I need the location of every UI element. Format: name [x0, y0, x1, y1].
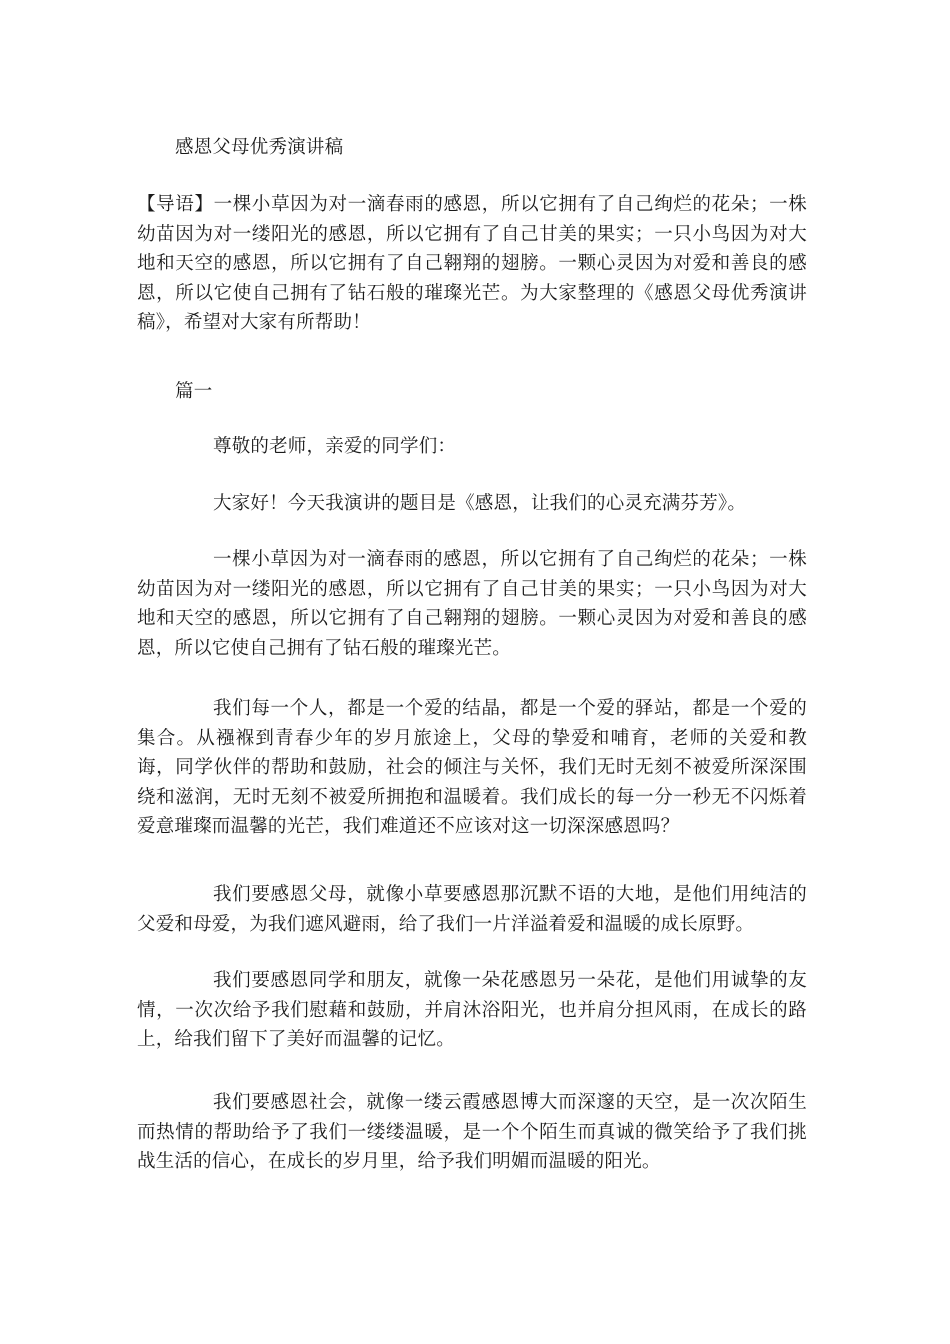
body-paragraph: 我们每一个人，都是一个爱的结晶，都是一个爱的驿站，都是一个爱的集合。从襁褓到青春少年的岁月旅途上，父母的挚爱和哺育，老师的关爱和教诲，同学伙伴的帮助和鼓励，社会的倾注与关怀，我们无时无刻不被爱所深深围绕和滋润，无时无刻不被爱所拥抱和温暖着。我们成长的每一分一秒无不闪烁着爱意璀璨而温馨的光芒，我们难道还不应该对这一切深深感恩吗？ [137, 698, 807, 837]
intro-paragraph: 【导语】一棵小草因为对一滴春雨的感恩，所以它拥有了自己绚烂的花朵；一株幼苗因为对一缕阳光的感恩，所以它拥有了自己甘美的果实；一只小鸟因为对大地和天空的感恩，所以它拥有了自己翱翔的翅膀。一颗心灵因为对爱和善良的感恩，所以它使自己拥有了钻石般的璀璨光芒。为大家整理的《感恩父母优秀演讲稿》，希望对大家有所帮助！ [137, 194, 807, 333]
salutation-paragraph: 尊敬的老师，亲爱的同学们： [213, 436, 457, 457]
body-paragraph: 我们要感恩父母，就像小草要感恩那沉默不语的大地，是他们用纯洁的父爱和母爱，为我们遮风避雨，给了我们一片洋溢着爱和温暖的成长原野。 [137, 884, 807, 935]
document-title: 感恩父母优秀演讲稿 [175, 137, 344, 158]
body-paragraph: 一棵小草因为对一滴春雨的感恩，所以它拥有了自己绚烂的花朵；一株幼苗因为对一缕阳光的感恩，所以它拥有了自己甘美的果实；一只小鸟因为对大地和天空的感恩，所以它拥有了自己翱翔的翅膀。一颗心灵因为对爱和善良的感恩，所以它使自己拥有了钻石般的璀璨光芒。 [137, 549, 807, 659]
greeting-paragraph: 大家好！今天我演讲的题目是《感恩，让我们的心灵充满芬芳》。 [213, 493, 747, 514]
body-paragraph: 我们要感恩社会，就像一缕云霞感恩博大而深邃的天空，是一次次陌生而热情的帮助给予了我们一缕缕温暖，是一个个陌生而真诚的微笑给予了我们挑战生活的信心，在成长的岁月里，给予我们明媚而温暖的阳光。 [137, 1092, 807, 1172]
section-heading: 篇一 [175, 381, 213, 402]
body-paragraph: 我们要感恩同学和朋友，就像一朵花感恩另一朵花，是他们用诚挚的友情，一次次给予我们慰藉和鼓励，并肩沐浴阳光，也并肩分担风雨，在成长的路上，给我们留下了美好而温馨的记忆。 [137, 970, 807, 1050]
